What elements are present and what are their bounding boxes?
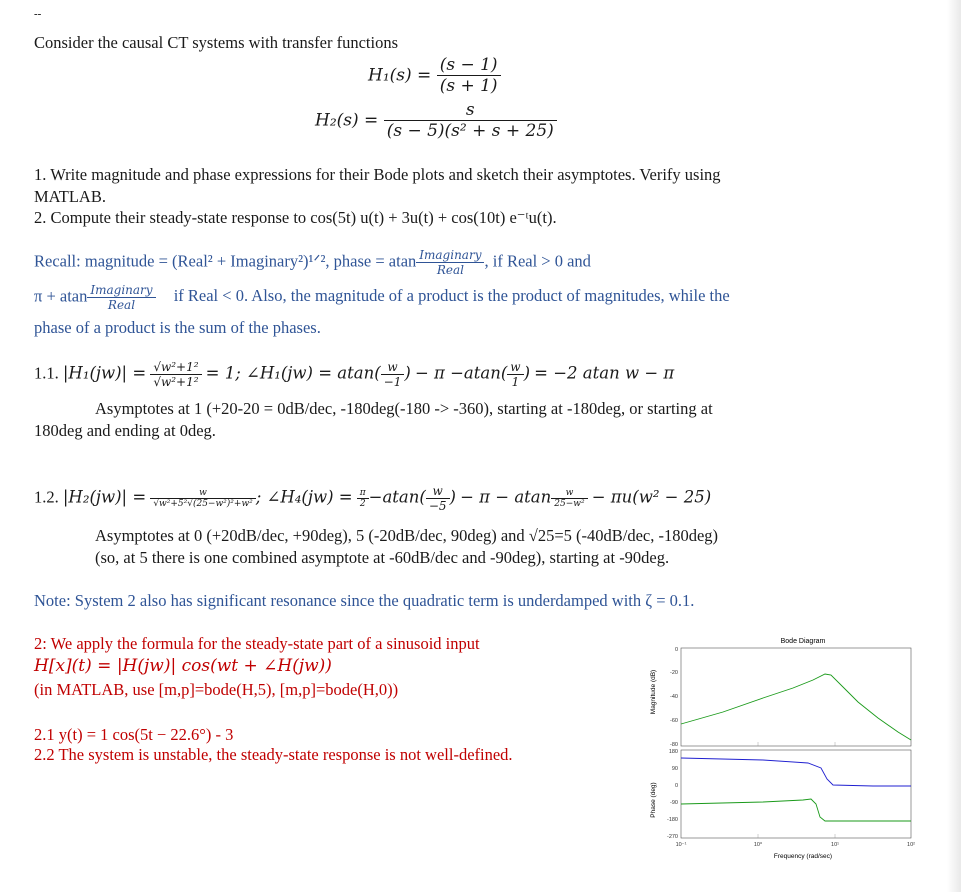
s12-mag-num: w [199,488,207,498]
s11-mag-num: √w²+1² [153,360,199,374]
s12-pi-num: π [359,488,366,498]
recall-frac-num: Imaginary [419,248,482,262]
answer-2-2: 2.2 The system is unstable, the steady-state response is not well-defined. [34,745,513,764]
s11-asymptote-1: Asymptotes at 1 (+20-20 = 0dB/dec, -180deg(-180 -> -360), starting at -180deg, or starting at [95,399,713,418]
h2-equation [315,100,557,141]
bode-title: Bode Diagram [780,638,826,645]
s12-phase-lhs: ; ∠H₄(jw) = [255,487,353,507]
h2-numerator: s [465,100,475,120]
section-1-2-equation: 1.2. |H₂(jw)| = $\frac{w}{\text{√w²+5²√(25−w²)²+w²}}$ ; ∠H₄(jw) = $\frac{\pi}{2}$ −atan( $\frac{w}{-5}$ ) − π − atan $\frac{w}{\text{25−w²}}$ − πu(w² − 25) [34,484,712,513]
bode-phase-ylabel: Phase (deg) [650,782,657,818]
recall-line-2 [34,283,730,312]
phase-tick-0: 180 [668,749,678,755]
s11-p2-num: w [510,360,521,374]
bode-xlabel: Frequency (rad/sec) [773,853,833,860]
s12-p1-num: w [432,484,443,498]
task-1: 1. Write magnitude and phase expressions for their Bode plots and sketch their asymptotes. Verify using [34,165,721,184]
s12-p1-den: −5 [426,498,450,513]
s12-asymptote-2: (so, at 5 there is one combined asymptote at -60dB/dec and -90deg), starting at -90deg. [95,548,670,567]
s12-mag-den: √w²+5²√(25−w²)²+w² [150,498,255,509]
note-text: Note: System 2 also has significant resonance since the quadratic term is underdamped with ζ = 0.1. [34,591,695,610]
recall-text-c: π + atan [34,286,88,306]
phase-tick-4: -180 [666,817,678,823]
corner-mark: -- [34,8,42,20]
x-tick-3: 10² [907,842,915,848]
recall-frac2-den: Real [87,297,155,312]
bode-mag-axes [681,648,911,746]
task-2: 2. Compute their steady-state response to cos(5t) u(t) + 3u(t) + cos(10t) e⁻ᵗu(t). [34,208,557,227]
s12-asymptote-1: Asymptotes at 0 (+20dB/dec, +90deg), 5 (-20dB/dec, 90deg) and √25=5 (-40dB/dec, -180deg) [95,526,719,545]
h1-lhs: H₁(s) = [368,65,432,86]
s12-pi-den: 2 [357,498,369,509]
section-1-1-equation: 1.1. |H₁(jw)| = $\frac{\text{√w²+1²}}{\text{√w²+1²}}$ = 1; ∠H₁(jw) = atan( $\frac{w}{-1}$ ) − π −atan( $\frac{w}{1}$ ) = −2 atan w − π [34,360,675,389]
task-1-cont: MATLAB. [34,187,106,206]
s11-p2-den: 1 [507,374,523,389]
s12-label: 1.2. [34,487,59,507]
mag-tick-3: -60 [670,718,678,724]
answer-2-1: 2.1 y(t) = 1 cos(5t − 22.6°) - 3 [34,725,234,744]
mag-tick-4: -80 [670,742,678,748]
page-edge-shadow [947,0,961,892]
bode-phase-axes [681,750,911,838]
s11-p1-num: w [387,360,398,374]
s11-label: 1.1. [34,363,59,383]
recall-line-1 [34,248,591,277]
s12-p2-den: 25−w² [551,498,587,509]
recall-frac2-num: Imaginary [90,283,153,297]
s11-phase: = 1; ∠H₁(jw) = atan [205,363,375,383]
x-tick-0: 10⁻¹ [675,842,687,848]
h2-lhs: H₂(s) = [315,110,379,131]
x-tick-2: 10¹ [831,842,839,848]
h1-equation [368,55,501,96]
bode-mag-ylabel: Magnitude (dB) [650,669,657,715]
phase-tick-1: 90 [671,766,678,772]
mag-tick-0: 0 [674,647,678,653]
phase-tick-3: -90 [670,800,678,806]
recall-text-a: Recall: magnitude = (Real² + Imaginary²)¹ᐟ², phase = atan [34,251,417,271]
mag-tick-2: -40 [670,694,678,700]
intro-text: Consider the causal CT systems with transfer functions [34,33,399,52]
h2-denominator: (s − 5)(s² + s + 25) [384,120,557,141]
recall-frac-den: Real [416,262,484,277]
s12-atan1: −atan [368,487,420,507]
phase-tick-2: 0 [674,783,678,789]
recall-text-d: if Real < 0. Also, the magnitude of a product is the product of magnitudes, while the [173,286,730,306]
recall-line-3: phase of a product is the sum of the phases. [34,318,321,337]
bode-diagram [643,632,923,872]
phase-tick-5: -270 [666,834,678,840]
s2-matlab-hint: (in MATLAB, use [m,p]=bode(H,5), [m,p]=bode(H,0)) [34,680,399,699]
s11-p1-den: −1 [381,374,405,389]
h1-numerator: (s − 1) [439,55,498,75]
s12-mag-lhs: |H₂(jw)| = [62,487,147,507]
s11-mag-den: √w²+1² [150,374,201,389]
x-tick-1: 10⁰ [753,842,763,848]
s11-mag-lhs: |H₁(jw)| = [62,363,147,383]
s12-mid: − π − atan [460,487,552,507]
s11-asymptote-2: 180deg and ending at 0deg. [34,421,216,440]
s2-line-1: 2: We apply the formula for the steady-state part of a sinusoid input [34,634,480,653]
h1-denominator: (s + 1) [437,75,501,96]
s11-tail: = −2 atan w − π [534,363,675,383]
recall-text-b: , if Real > 0 and [484,251,591,271]
mag-tick-1: -20 [670,670,678,676]
s12-p2-num: w [565,488,574,498]
s2-formula: H[x](t) = |H(jw)| cos(wt + ∠H(jw)) [34,656,332,676]
s12-tail: − πu(w² − 25) [591,487,712,507]
s11-mid: − π −atan [414,363,501,383]
